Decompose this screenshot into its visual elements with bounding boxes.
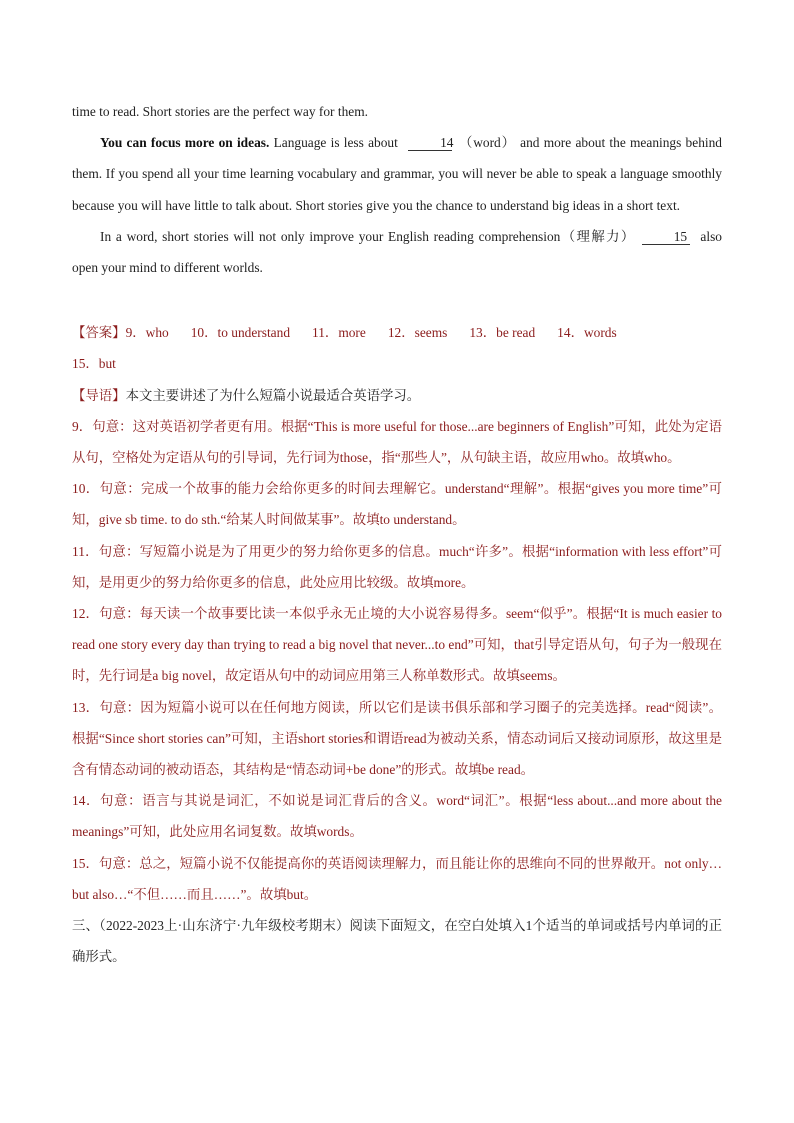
answer-14: 14．words — [557, 325, 617, 341]
guide-label: 【导语】 — [72, 387, 126, 403]
guide-text: 本文主要讲述了为什么短篇小说最适合英语学习。 — [125, 387, 421, 403]
answer-line-2 — [72, 348, 722, 379]
passage-paragraph-2: In a word, short stories will not only improve your English reading comprehension（理解力） 15 also open your mind to different worlds. — [72, 228, 722, 276]
explanation-10: 10．句意：完成一个故事的能力会给你更多的时间去理解它。understand“理解”。根据“gives you more time”可知，give sb time. to do sth.“给某人时间做某事”。故填to understand。 — [72, 481, 722, 528]
answer-9: 9．who — [125, 325, 169, 341]
answer-line — [72, 317, 722, 348]
explanation-12: 12．句意：每天读一个故事要比读一本似乎永无止境的大小说容易得多。seem“似乎”。根据“It is much easier to read one story every day than trying to read a big novel that never...to end”可知，that引导定语从句，句子为一般现在时，先行词是a big novel，故定语从句中的动词应用第三人称单数形式。故填seems。 — [72, 606, 722, 684]
guide-line — [72, 380, 722, 411]
explanation-11: 11．句意：写短篇小说是为了用更少的努力给你更多的信息。much“许多”。根据“information with less effort”可知，是用更少的努力给你更多的信息，此处应用比较级。故填more。 — [72, 543, 722, 590]
passage-line-0: time to read. Short stories are the perfect way for them. — [72, 104, 368, 119]
next-question-heading: 三、（2022-2023上·山东济宁·九年级校考期末）阅读下面短文，在空白处填入1个适当的单词或括号内单词的正确形式。 — [72, 918, 722, 965]
reading-passage — [72, 96, 722, 283]
explanation-15: 15．句意：总之，短篇小说不仅能提高你的英语阅读理解力，而且能让你的思维向不同的世界敞开。not only…but also…“不但……而且……”。故填but。 — [72, 855, 722, 902]
answer-15: 15．but — [72, 356, 116, 372]
answer-label: 【答案】 — [72, 325, 126, 341]
explanations — [72, 380, 722, 910]
answer-10: 10．to understand — [190, 325, 291, 341]
blank-15: 15 — [642, 229, 690, 245]
explanation-13: 13．句意：因为短篇小说可以在任何地方阅读，所以它们是读书俱乐部和学习圈子的完美选择。read“阅读”。根据“Since short stories can”可知，主语short stories和谓语read为被动关系，情态动词后又接动词原形，故这里是含有情态动词的被动语态，其结构是“情态动词+be done”的形式。故填be read。 — [72, 699, 722, 778]
paragraph-heading: You can focus more on ideas. — [100, 135, 270, 151]
document-page — [72, 96, 722, 972]
answer-12: 12．seems — [387, 325, 448, 341]
passage-paragraph-1: You can focus more on ideas. Language is less about 14 （word） and more about the meanings behind them. If you spend all your time learning vocabulary and grammar, you will never be able to speak a language smoothly because you will have little to talk about. Short stories give you the chance to understand big ideas in a short text. — [72, 135, 723, 213]
answer-block — [72, 317, 722, 379]
blank-14: 14 — [408, 135, 452, 151]
answer-11: 11．more — [312, 325, 366, 341]
explanation-9: 9．句意：这对英语初学者更有用。根据“This is more useful for those...are beginners of English”可知，此处为定语从句，空格处为定语从句的引导词，先行词为those，指“那些人”，从句缺主语，故应用who。故填who。 — [72, 418, 722, 466]
explanation-14: 14．句意：语言与其说是词汇，不如说是词汇背后的含义。word“词汇”。根据“less about...and more about the meanings”可知，此处应用名词复数。故填words。 — [72, 793, 722, 840]
answer-13: 13．be read — [469, 325, 536, 341]
